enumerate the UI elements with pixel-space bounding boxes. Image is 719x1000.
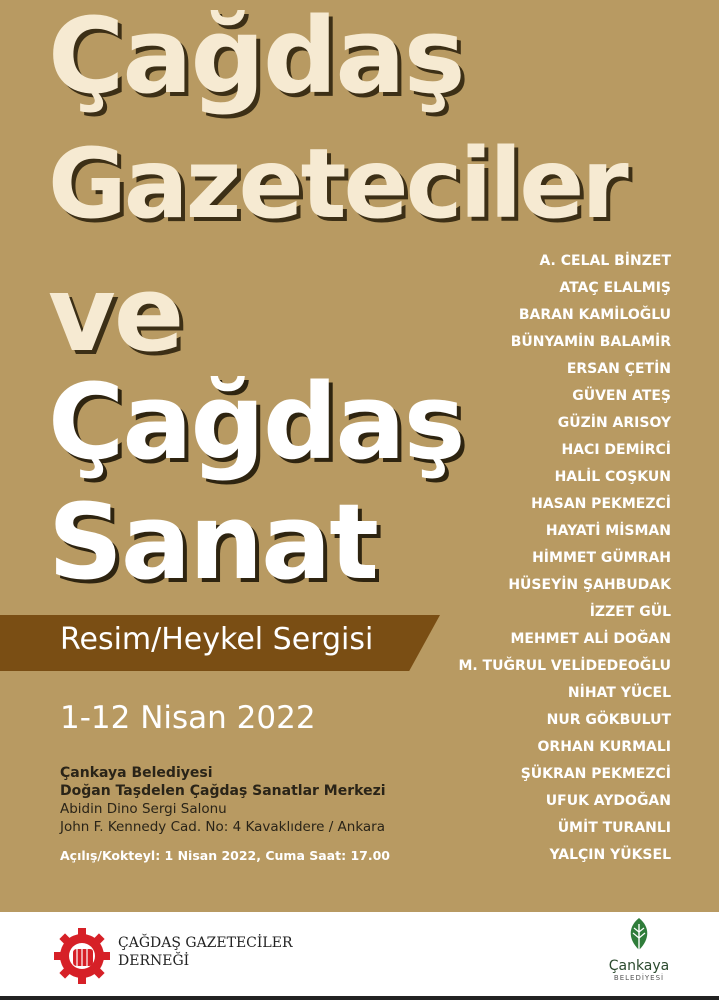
artist-name: İZZET GÜL <box>589 604 671 620</box>
venue-line-4: John F. Kennedy Cad. No: 4 Kavaklıdere / Ankara <box>60 819 386 835</box>
organization-name-line-2: DERNEĞİ <box>118 953 190 969</box>
organization-name-line-1: ÇAĞDAŞ GAZETECİLER <box>118 935 293 951</box>
artist-name: YALÇIN YÜKSEL <box>549 847 671 863</box>
artist-list <box>458 248 671 869</box>
artist-name: ÜMİT TURANLI <box>557 820 671 836</box>
opening-info: Açılış/Kokteyl: 1 Nisan 2022, Cuma Saat: 17.00 <box>60 848 390 863</box>
title-line-5: Sanat <box>48 481 378 603</box>
gear-fist-logo-icon <box>52 926 112 986</box>
leaf-logo-icon <box>624 916 654 954</box>
artist-name: NİHAT YÜCEL <box>567 685 671 701</box>
artist-name: NUR GÖKBULUT <box>546 712 671 728</box>
venue-line-1: Çankaya Belediyesi <box>60 765 213 781</box>
artist-name: HÜSEYİN ŞAHBUDAK <box>508 577 671 593</box>
venue-line-2: Doğan Taşdelen Çağdaş Sanatlar Merkezi <box>60 783 386 799</box>
artist-name: GÜVEN ATEŞ <box>572 388 671 404</box>
artist-name: M. TUĞRUL VELİDEDEOĞLU <box>458 658 671 674</box>
artist-name: GÜZİN ARISOY <box>557 415 671 431</box>
artist-name: HACI DEMİRCİ <box>561 442 671 458</box>
artist-name: A. CELAL BİNZET <box>539 253 671 269</box>
title-line-3: ve <box>48 253 183 375</box>
artist-name: ERSAN ÇETİN <box>566 361 671 377</box>
artist-name: UFUK AYDOĞAN <box>545 793 671 809</box>
venue-line-3: Abidin Dino Sergi Salonu <box>60 801 227 817</box>
venue-info <box>60 764 386 836</box>
title-line-2: Gazeteciler <box>48 128 626 240</box>
artist-name: HASAN PEKMEZCİ <box>531 496 671 512</box>
artist-name: ATAÇ ELALMIŞ <box>559 280 671 296</box>
title-line-1: Çağdaş <box>48 0 464 117</box>
artist-name: ŞÜKRAN PEKMEZCİ <box>520 766 671 782</box>
artist-name: BÜNYAMİN BALAMİR <box>510 334 671 350</box>
artist-name: HİMMET GÜMRAH <box>532 550 671 566</box>
municipality-subtitle: BELEDİYESİ <box>613 974 665 982</box>
artist-name: HAYATİ MİSMAN <box>545 523 671 539</box>
title-line-4: Çağdaş <box>48 361 464 483</box>
artist-name: ORHAN KURMALI <box>537 739 671 755</box>
organization-name <box>118 934 292 970</box>
artist-name: HALİL COŞKUN <box>554 469 671 485</box>
exhibition-subtitle: Resim/Heykel Sergisi <box>60 622 374 657</box>
municipality-logo <box>594 916 684 996</box>
bottom-border <box>0 996 719 1000</box>
footer <box>0 912 719 1000</box>
municipality-name: Çankaya <box>608 958 670 974</box>
artist-name: BARAN KAMİLOĞLU <box>518 307 671 323</box>
exhibition-dates: 1-12 Nisan 2022 <box>60 700 316 736</box>
artist-name: MEHMET ALİ DOĞAN <box>510 631 671 647</box>
